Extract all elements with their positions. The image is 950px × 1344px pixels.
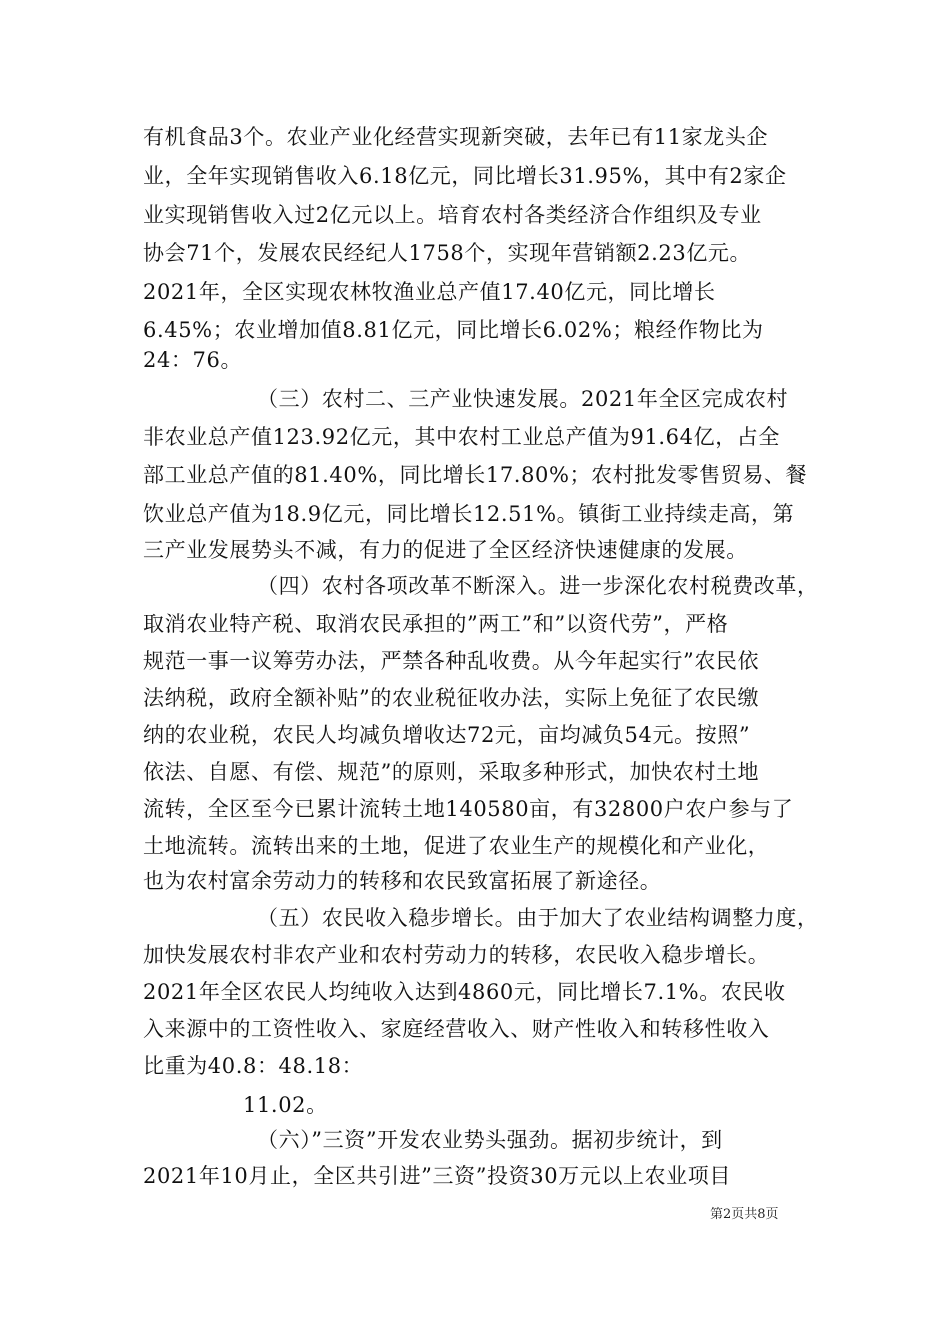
text-line-14: 取消农业特产税、取消农民承担的”两工”和”以资代劳”，严格	[143, 612, 729, 636]
paragraph-3-heading-line: （三）农村二、三产业快速发展。2021年全区完成农村	[257, 387, 789, 411]
text-line-23: 加快发展农村非农产业和农村劳动力的转移，农民收入稳步增长。	[143, 943, 770, 967]
paragraph-4-heading-line: （四）农村各项改革不断深入。进一步深化农村税费改革，	[257, 574, 819, 598]
text-line-12: 三产业发展势头不减，有力的促进了全区经济快速健康的发展。	[143, 538, 748, 562]
text-line-15: 规范一事一议筹劳办法，严禁各种乱收费。从今年起实行”农民依	[143, 649, 760, 673]
text-line-5: 2021年，全区实现农林牧渔业总产值17.40亿元，同比增长	[143, 280, 716, 304]
text-line-16: 法纳税，政府全额补贴”的农业税征收办法，实际上免征了农民缴	[143, 686, 760, 710]
text-line-17: 纳的农业税，农民人均减负增收达72元，亩均减负54元。按照”	[143, 723, 751, 747]
paragraph-6-heading-line: （六）”三资”开发农业势头强劲。据初步统计，到	[257, 1128, 723, 1152]
text-line-2: 业，全年实现销售收入6.18亿元，同比增长31.95%，其中有2家企	[143, 164, 787, 188]
text-line-3: 业实现销售收入过2亿元以上。培育农村各类经济合作组织及专业	[143, 203, 762, 227]
text-line-18: 依法、自愿、有偿、规范”的原则，采取多种形式，加快农村土地	[143, 760, 760, 784]
text-line-25: 入来源中的工资性收入、家庭经营收入、财产性收入和转移性收入	[143, 1017, 770, 1041]
text-line-26: 比重为40.8：48.18：	[143, 1054, 364, 1078]
text-line-24: 2021年全区农民人均纯收入达到4860元，同比增长7.1%。农民收	[143, 980, 786, 1004]
paragraph-5-heading-line: （五）农民收入稳步增长。由于加大了农业结构调整力度，	[257, 906, 819, 930]
text-line-4: 协会71个，发展农民经纪人1758个，实现年营销额2.23亿元。	[143, 241, 752, 265]
text-line-1: 有机食品3个。农业产业化经营实现新突破，去年已有11家龙头企	[143, 125, 769, 149]
text-line-11: 饮业总产值为18.9亿元，同比增长12.51%。镇街工业持续走高，第	[143, 502, 795, 526]
text-line-19: 流转，全区至今已累计流转土地140580亩，有32800户农户参与了	[143, 797, 794, 821]
text-line-6: 6.45%；农业增加值8.81亿元，同比增长6.02%；粮经作物比为	[143, 318, 764, 342]
text-line-9: 非农业总产值123.92亿元，其中农村工业总产值为91.64亿，占全	[143, 425, 780, 449]
text-line-29: 2021年10月止，全区共引进”三资”投资30万元以上农业项目	[143, 1164, 731, 1188]
page-number-footer: 第2页共8页	[710, 1207, 779, 1222]
text-line-27: 11.02。	[243, 1093, 328, 1117]
text-line-20: 土地流转。流转出来的土地，促进了农业生产的规模化和产业化，	[143, 834, 770, 858]
text-line-10: 部工业总产值的81.40%，同比增长17.80%；农村批发零售贸易、餐	[143, 463, 808, 487]
text-line-21: 也为农村富余劳动力的转移和农民致富拓展了新途径。	[143, 869, 662, 893]
text-line-7: 24：76。	[143, 348, 243, 372]
